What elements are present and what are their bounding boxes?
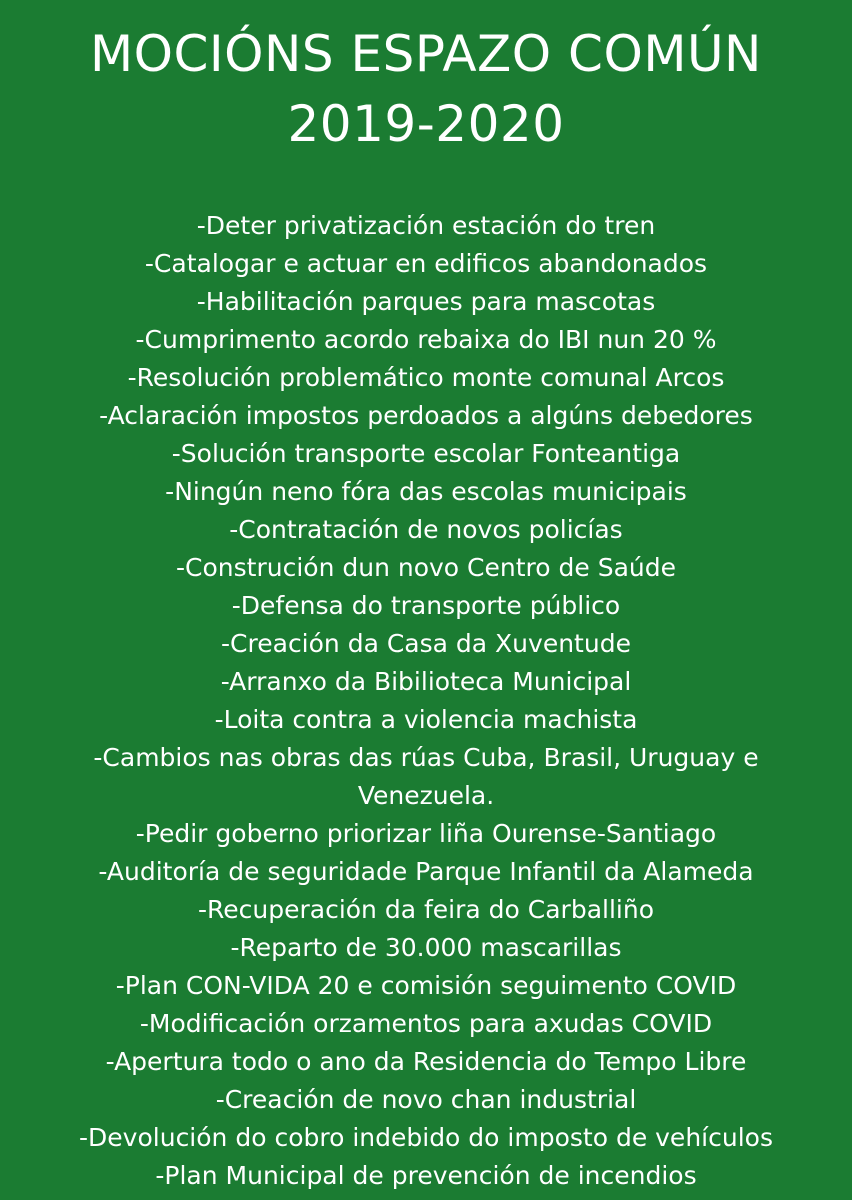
motion-item: -Devolución do cobro indebido do imposto de vehículos <box>79 1123 773 1152</box>
poster-title: MOCIÓNS ESPAZO COMÚN <box>90 25 762 83</box>
motion-item: -Loita contra a violencia machista <box>214 705 638 734</box>
motion-item: -Plan CON-VIDA 20 e comisión seguimento COVID <box>115 971 737 1000</box>
motion-item: -Plan Municipal de prevención de incendios <box>155 1161 697 1190</box>
motion-item: -Creación de novo chan industrial <box>215 1085 637 1114</box>
motion-item: -Deter privatización estación do tren <box>196 211 656 240</box>
motion-item: -Auditoría de seguridade Parque Infantil da Alameda <box>98 857 754 886</box>
motion-item: -Modificación orzamentos para axudas COVID <box>139 1009 713 1038</box>
motion-item: -Habilitación parques para mascotas <box>196 287 656 316</box>
motion-item-continuation: Venezuela. <box>357 781 495 810</box>
motion-item: -Apertura todo o ano da Residencia do Tempo Libre <box>105 1047 747 1076</box>
motion-item: -Resolución problemático monte comunal Arcos <box>127 363 725 392</box>
motion-item: -Reparto de 30.000 mascarillas <box>230 933 622 962</box>
motion-item: -Arranxo da Bibilioteca Municipal <box>220 667 632 696</box>
motion-item: -Defensa do transporte público <box>231 591 621 620</box>
motion-item: -Contratación de novos policías <box>229 515 623 544</box>
motion-item: -Cumprimento acordo rebaixa do IBI nun 20 % <box>135 325 717 354</box>
motion-item: -Aclaración impostos perdoados a algúns debedores <box>99 401 753 430</box>
motion-item: -Construción dun novo Centro de Saúde <box>176 553 676 582</box>
motion-item: -Recuperación da feira do Carballiño <box>197 895 654 924</box>
motion-item: -Solución transporte escolar Fonteantiga <box>171 439 681 468</box>
motions-list <box>0 207 852 1195</box>
motion-item: -Creación da Casa da Xuventude <box>221 629 631 658</box>
poster-year-range: 2019-2020 <box>287 95 565 153</box>
motion-item: -Pedir goberno priorizar liña Ourense-Santiago <box>135 819 717 848</box>
motion-item: -Catalogar e actuar en edificos abandonados <box>144 249 708 278</box>
motion-item: -Ningún neno fóra das escolas municipais <box>165 477 687 506</box>
motion-item: -Cambios nas obras das rúas Cuba, Brasil, Uruguay e <box>93 743 759 772</box>
